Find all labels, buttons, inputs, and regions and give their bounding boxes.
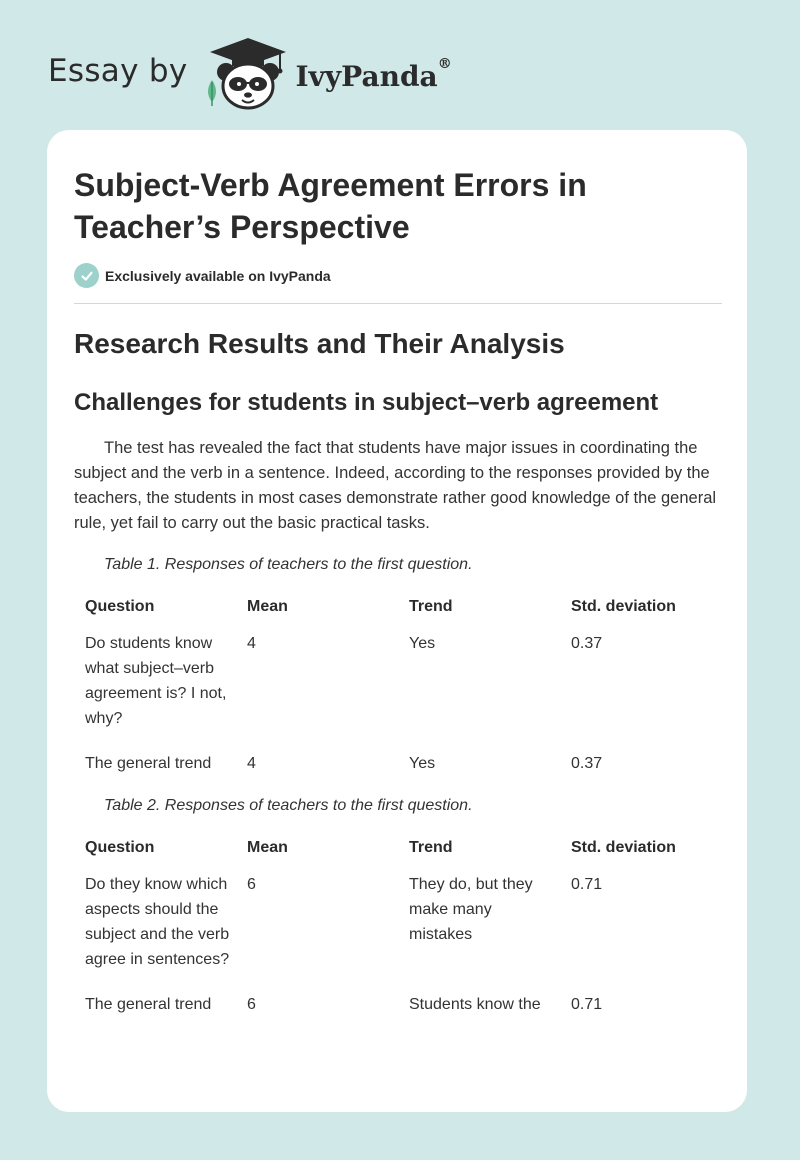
panda-graduate-logo-icon[interactable]	[202, 36, 294, 112]
table-cell: 4	[247, 635, 256, 652]
table-cell: Yes	[409, 635, 436, 652]
table-header-cell: Std. deviation	[571, 838, 676, 856]
table-cell: The general trend	[85, 996, 212, 1013]
section-heading: Research Results and Their Analysis	[74, 328, 565, 359]
table-1	[85, 585, 735, 776]
table-header-cell: Trend	[409, 838, 453, 856]
check-circle-icon	[74, 263, 99, 288]
table-row	[85, 868, 735, 988]
essay-title: Subject-Verb Agreement Errors in Teacher’s Perspective	[74, 167, 587, 245]
body-paragraph: The test has revealed the fact that students have major issues in coordinating the subject and the verb in a sentence. Indeed, according to the responses provided by the teachers, the students in most cases demonstrate rather good knowledge of the general rule, yet fail to carry out the basic practical tasks.	[74, 439, 717, 532]
table-row	[85, 747, 735, 776]
table-row	[85, 627, 735, 747]
site-header	[48, 36, 452, 112]
table-cell: 6	[247, 996, 256, 1013]
table-cell: The general trend	[85, 755, 212, 772]
essay-card	[47, 130, 747, 1112]
table-header-cell: Question	[85, 597, 155, 615]
table-cell: Yes	[409, 755, 436, 772]
table-cell: Do they know which aspects should the subject and the verb agree in sentences?	[85, 876, 230, 968]
subsection-heading: Challenges for students in subject–verb agreement	[74, 389, 659, 416]
table-cell: 0.71	[571, 876, 603, 893]
title-divider	[74, 303, 722, 304]
table-row	[85, 988, 735, 1017]
table-header-cell: Trend	[409, 597, 453, 615]
table-2-caption: Table 2. Responses of teachers to the first question.	[104, 797, 473, 814]
table-cell: 0.71	[571, 996, 603, 1013]
table-cell: Students know the	[409, 996, 541, 1013]
table-cell: 0.37	[571, 635, 603, 652]
brand-name[interactable]: IvyPanda®	[295, 55, 452, 93]
table-cell: 6	[247, 876, 256, 893]
table-1-caption: Table 1. Responses of teachers to the first question.	[104, 556, 473, 573]
table-cell: They do, but they make many mistakes	[409, 876, 533, 943]
table-cell: 0.37	[571, 755, 603, 772]
table-cell: Do students know what subject–verb agreement is? I not, why?	[85, 635, 227, 727]
table-header-cell: Std. deviation	[571, 597, 676, 615]
table-header-cell: Mean	[247, 838, 288, 856]
registered-mark: ®	[437, 55, 452, 72]
table-header-row	[85, 826, 735, 868]
table-header-cell: Mean	[247, 597, 288, 615]
table-cell: 4	[247, 755, 256, 772]
table-header-row	[85, 585, 735, 627]
exclusive-badge	[74, 263, 331, 288]
brand-prefix: Essay by	[48, 53, 188, 89]
table-2	[85, 826, 735, 1017]
exclusive-badge-text: Exclusively available on IvyPanda	[105, 267, 331, 284]
table-header-cell: Question	[85, 838, 155, 856]
